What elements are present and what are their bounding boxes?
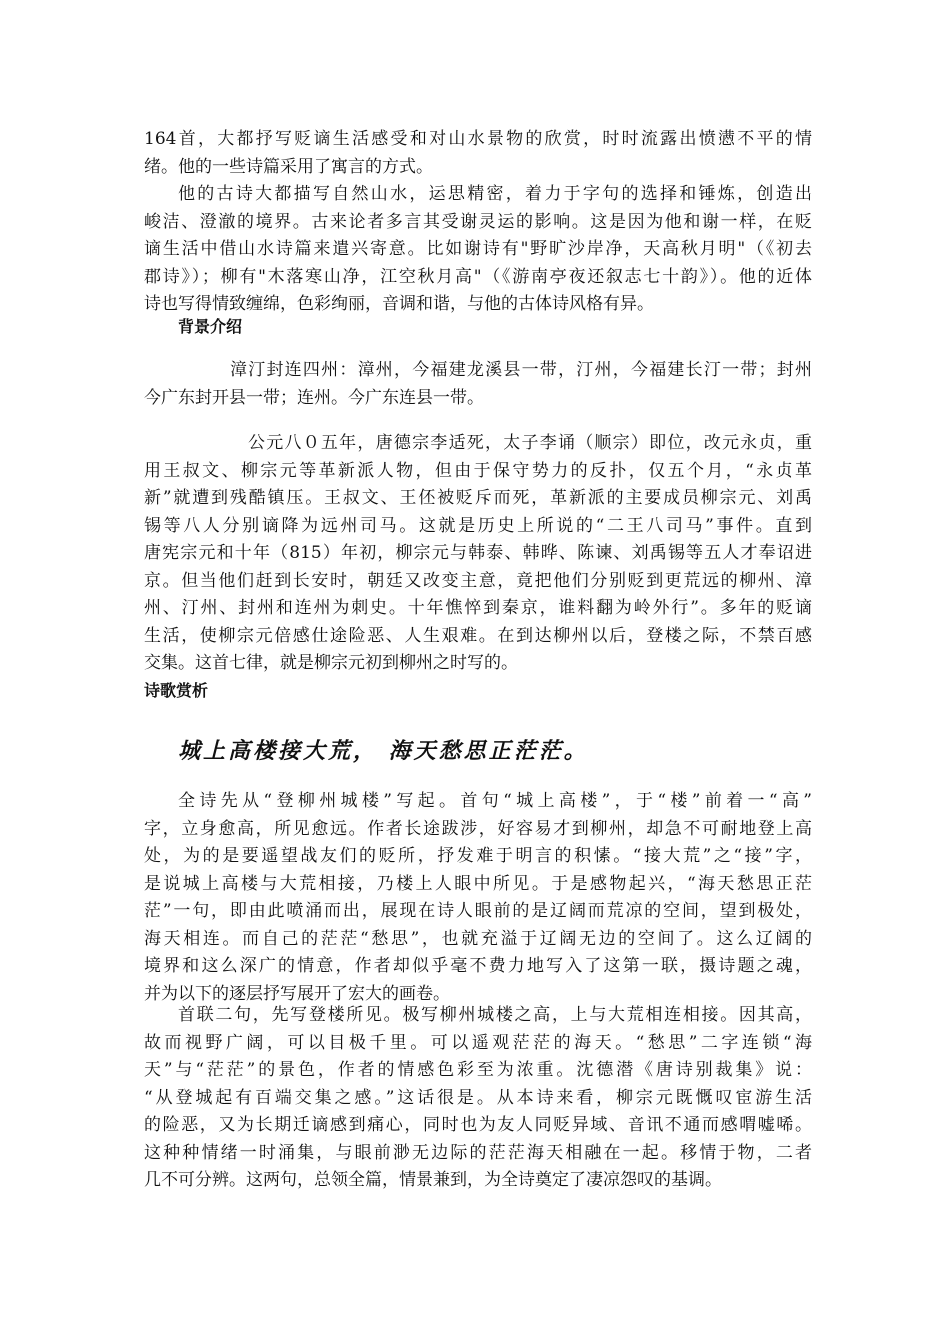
text-line: “从登城起有百端交集之感。”这话很是。从本诗来看，柳宗元既慨叹宦游生活 <box>144 1087 812 1108</box>
text-line: 唐宪宗元和十年（815）年初，柳宗元与韩泰、韩晔、陈谏、刘禹锡等五人才奉诏进 <box>144 543 812 563</box>
text-line: 今广东封开县一带；连州。今广东连县一带。 <box>144 387 484 408</box>
section-heading-analysis: 诗歌赏析 <box>144 681 209 700</box>
text-line: 字，立身愈高，所见愈远。作者长途跋涉，好容易才到柳州，却急不可耐地登上高 <box>144 818 812 839</box>
text-line: 公元八０五年，唐德宗李适死，太子李诵（顺宗）即位，改元永贞，重 <box>248 433 812 453</box>
text-line: 他的古诗大都描写自然山水，运思精密，着力于字句的选择和锤炼，创造出 <box>178 184 812 204</box>
text-line: 这种种情绪一时涌集，与眼前渺无边际的茫茫海天相融在一起。移情于物，二者 <box>144 1142 812 1163</box>
section-heading-background: 背景介绍 <box>178 317 243 336</box>
text-line: 故而视野广阔，可以目极千里。可以遥观茫茫的海天。“愁思”二字连锁“海 <box>144 1032 812 1053</box>
text-line: 天”与“茫茫”的景色，作者的情感色彩至为浓重。沈德潜《唐诗别裁集》说： <box>144 1060 812 1080</box>
paragraph-history <box>144 430 812 678</box>
paragraph-style <box>144 181 812 319</box>
text-line: 漳汀封连四州：漳州，今福建龙溪县一带，汀州，今福建长汀一带；封州 <box>230 360 812 380</box>
text-line: 境界和这么深广的情意，作者却似乎毫不费力地写入了这第一联，摄诗题之魂， <box>144 956 812 976</box>
text-line: 新”就遭到残酷镇压。王叔文、王伾被贬斥而死，革新派的主要成员柳宗元、刘禹 <box>144 488 812 508</box>
paragraph-place-notes <box>144 357 812 412</box>
paragraph-analysis-1 <box>144 788 812 1008</box>
text-line: 峻洁、澄澈的境界。古来论者多言其受谢灵运的影响。这是因为他和谢一样，在贬 <box>144 211 812 232</box>
text-line: 茫”一句，即由此喷涌而出，展现在诗人眼前的是辽阔而荒凉的空间，望到极处， <box>144 901 812 921</box>
text-line: 京。但当他们赶到长安时，朝廷又改变主意，竟把他们分别贬到更荒远的柳州、漳 <box>144 570 812 591</box>
paragraph-intro <box>144 126 812 181</box>
text-line: 交集。这首七律，就是柳宗元初到柳州之时写的。 <box>144 653 518 673</box>
text-line: 几不可分辨。这两句，总领全篇，情景兼到，为全诗奠定了凄凉怨叹的基调。 <box>144 1170 722 1190</box>
text-line: 州、汀州、封州和连州为刺史。十年憔悴到秦京，谁料翻为岭外行”。多年的贬谪 <box>144 598 812 618</box>
text-line: 绪。他的一些诗篇采用了寓言的方式。 <box>144 156 433 177</box>
text-line: 的险恶，又为长期迁谪感到痛心，同时也为友人同贬异域、音讯不通而感喟嘘唏。 <box>144 1115 812 1135</box>
text-line: 谪生活中借山水诗篇来遣兴寄意。比如谢诗有"野旷沙岸净，天高秋月明"（《初去 <box>144 239 812 259</box>
text-line: 郡诗》）；柳有"木落寒山净，江空秋月高"（《游南亭夜还叙志七十韵》）。他的近体 <box>144 266 812 287</box>
text-line: 诗也写得情致缠绵，色彩绚丽，音调和谐，与他的古体诗风格有异。 <box>144 294 654 314</box>
text-line: 是说城上高楼与大荒相接，乃楼上人眼中所见。于是感物起兴，“海天愁思正茫 <box>144 873 812 894</box>
text-line: 用王叔文、柳宗元等革新派人物，但由于保守势力的反扑，仅五个月，“永贞革 <box>144 460 812 481</box>
text-line: 并为以下的逐层抒写展开了宏大的画卷。 <box>144 983 450 1004</box>
text-line: 海天相连。而自己的茫茫“愁思”，也就充溢于辽阔无边的空间了。这么辽阔的 <box>144 928 812 949</box>
text-line: 生活，使柳宗元倍感仕途险恶、人生艰难。在到达柳州以后，登楼之际，不禁百感 <box>144 625 812 646</box>
text-line: 处，为的是要遥望战友们的贬所，抒发难于明言的积愫。“接大荒”之“接”字， <box>144 846 812 866</box>
text-line: 全诗先从“登柳州城楼”写起。首句“城上高楼”，于“楼”前着一“高” <box>178 791 812 811</box>
poem-line: 城上高楼接大荒， 海天愁思正茫茫。 <box>178 739 589 764</box>
paragraph-analysis-2 <box>144 1002 812 1195</box>
text-line: 锡等八人分别谪降为远州司马。这就是历史上所说的“二王八司马”事件。直到 <box>144 515 812 536</box>
text-line: 164首，大都抒写贬谪生活感受和对山水景物的欣赏，时时流露出愤懑不平的情 <box>144 129 812 149</box>
text-line: 首联二句，先写登楼所见。极写柳州城楼之高，上与大荒相连相接。因其高， <box>178 1005 812 1025</box>
